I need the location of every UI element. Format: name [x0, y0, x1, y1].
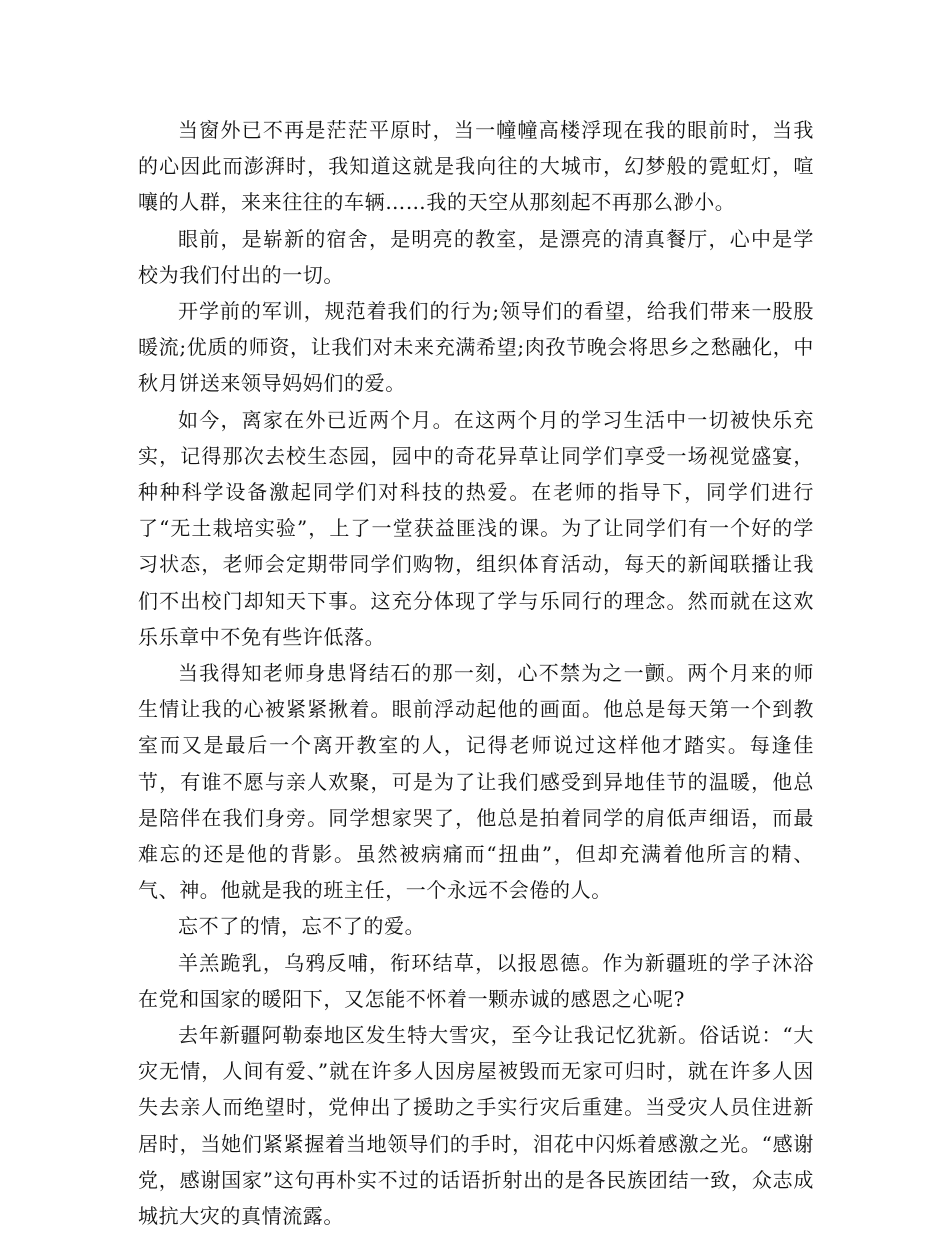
paragraph: 眼前，是崭新的宿舍，是明亮的教室，是漂亮的清真餐厅，心中是学校为我们付出的一切。 [138, 226, 814, 287]
paragraph: 去年新疆阿勒泰地区发生特大雪灾，至今让我记忆犹新。俗话说：“大灾无情，人间有爱、”就在许多人因房屋被毁而无家可归时，就在许多人因失去亲人而绝望时，党伸出了援助之手实行灾后重建。当受灾人员住进新居时，当她们紧紧握着当地领导们的手时，泪花中闪烁着感激之光。“感谢党，感谢国家”这句再朴实不过的话语折射出的是各民族团结一致，众志成城抗大灾的真情流露。 [138, 1023, 814, 1229]
paragraph: 当窗外已不再是茫茫平原时，当一幢幢高楼浮现在我的眼前时，当我的心因此而澎湃时，我知道这就是我向往的大城市，幻梦般的霓虹灯，喧嚷的人群，来来往往的车辆……我的天空从那刻起不再那么渺小。 [138, 118, 814, 215]
paragraph: 当我得知老师身患肾结石的那一刻，心不禁为之一颤。两个月来的师生情让我的心被紧紧揪着。眼前浮动起他的画面。他总是每天第一个到教室而又是最后一个离开教室的人，记得老师说过这样他才踏实。每逢佳节，有谁不愿与亲人欢聚，可是为了让我们感受到异地佳节的温暖，他总是陪伴在我们身旁。同学想家哭了，他总是拍着同学的肩低声细语，而最难忘的还是他的背影。虽然被病痛而“扭曲”，但却充满着他所言的精、气、神。他就是我的班主任，一个永远不会倦的人。 [138, 661, 814, 903]
document-body [138, 112, 814, 1234]
paragraph: 如今，离家在外已近两个月。在这两个月的学习生活中一切被快乐充实，记得那次去校生态园，园中的奇花异草让同学们享受一场视觉盛宴，种种科学设备激起同学们对科技的热爱。在老师的指导下，同学们进行了“无土栽培实验”，上了一堂获益匪浅的课。为了让同学们有一个好的学习状态，老师会定期带同学们购物，组织体育活动，每天的新闻联播让我们不出校门却知天下事。这充分体现了学与乐同行的理念。然而就在这欢乐乐章中不免有些许低落。 [138, 407, 814, 649]
paragraph: 忘不了的情，忘不了的爱。 [178, 914, 426, 939]
paragraph: 开学前的军训，规范着我们的行为;领导们的看望，给我们带来一股股暖流;优质的师资，让我们对未来充满希望;肉孜节晚会将思乡之愁融化，中秋月饼送来领导妈妈们的爱。 [138, 299, 814, 396]
paragraph: 羊羔跪乳，乌鸦反哺，衔环结草，以报恩德。作为新疆班的学子沐浴在党和国家的暖阳下，又怎能不怀着一颗赤诚的感恩之心呢? [138, 950, 814, 1011]
